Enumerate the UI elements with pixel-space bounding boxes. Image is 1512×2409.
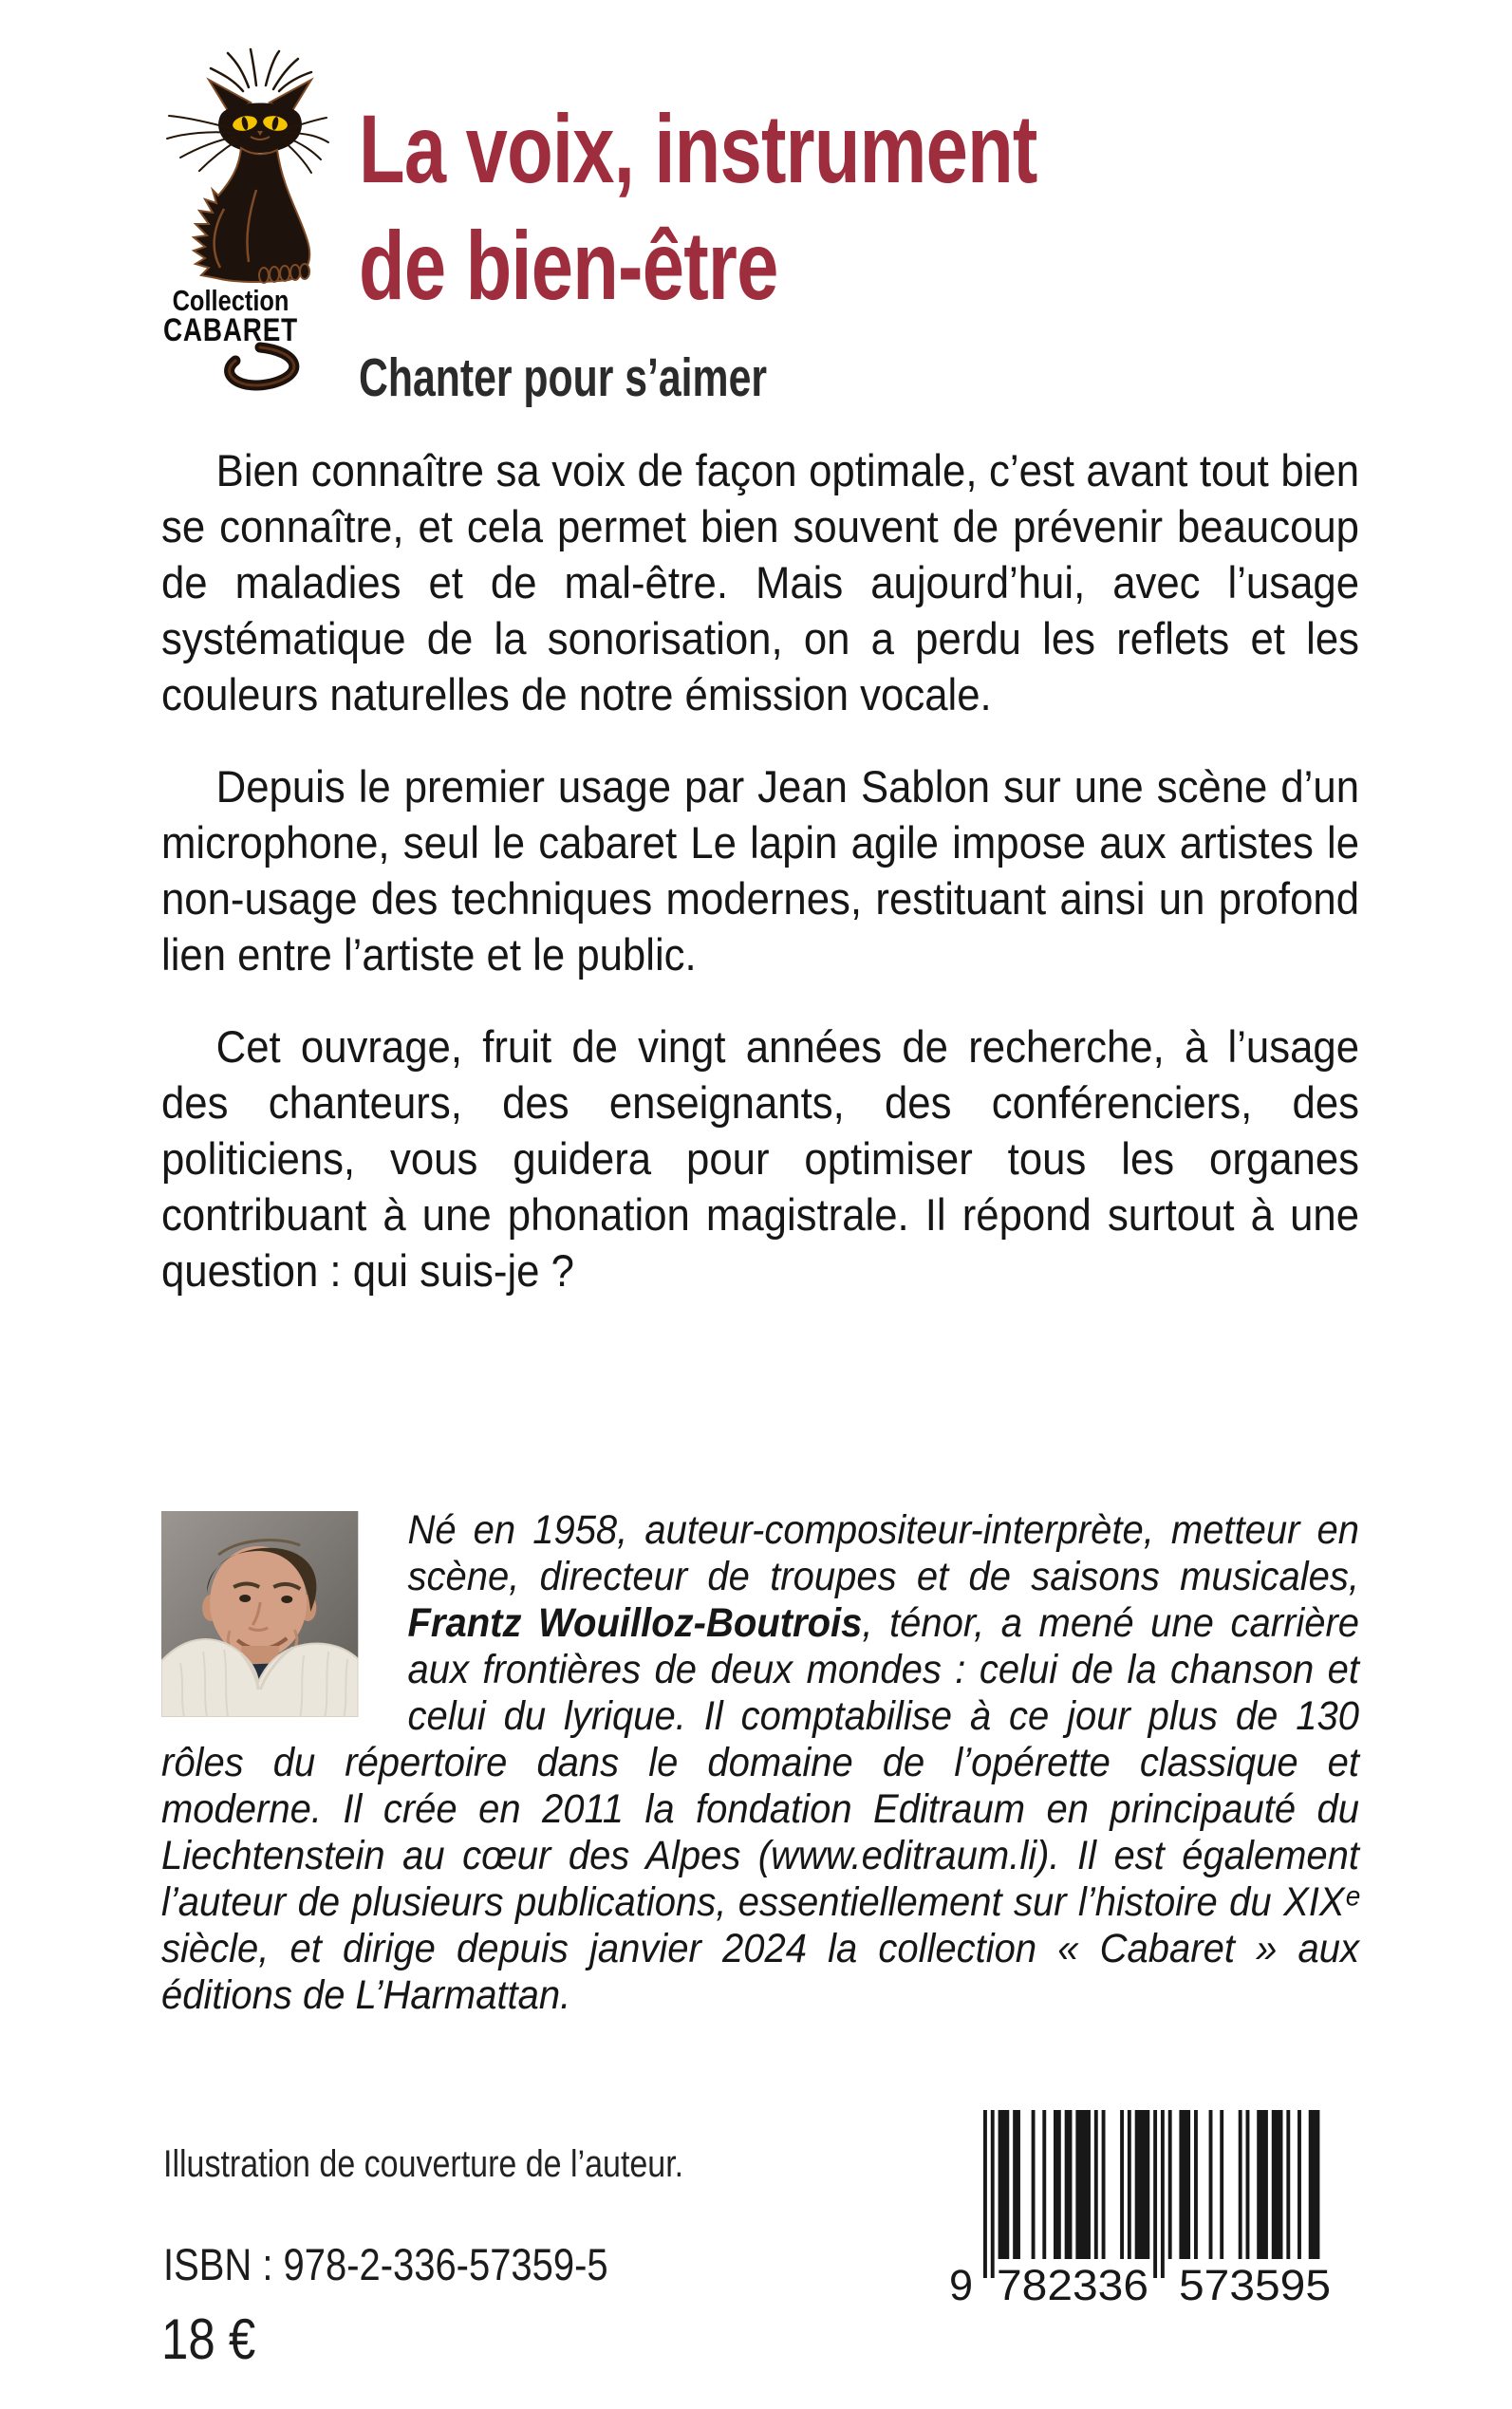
book-subtitle: Chanter pour s’aimer xyxy=(359,347,767,408)
author-photo xyxy=(161,1511,358,1717)
cover-illustration-credit: Illustration de couverture de l’auteur. xyxy=(163,2143,684,2185)
barcode-digit-first: 9 xyxy=(949,2261,974,2309)
cabaret-label: CABARET xyxy=(162,312,299,348)
black-cat-icon xyxy=(121,47,340,285)
collection-label: Collection xyxy=(172,284,289,317)
book-title xyxy=(359,91,1037,325)
author-bio-text-before: Né en 1958, auteur-compositeur-interprète, metteur en scène, directeur de troupes et de saisons musicales, xyxy=(407,1507,1360,1599)
price: 18 € xyxy=(161,2307,256,2371)
cat-tail-icon xyxy=(121,342,340,391)
isbn-number: ISBN : 978-2-336-57359-5 xyxy=(163,2239,608,2289)
barcode-digits-left: 782336 xyxy=(997,2261,1148,2309)
blurb-paragraph-3: Cet ouvrage, fruit de vingt années de recherche, à l’usage des chanteurs, des enseignants, des conférenciers, des politiciens, vous guidera pour optimiser tous les organes contribuant à une phonation magistrale. Il répond surtout à une question : qui suis-je ? xyxy=(161,1021,1360,1296)
author-bio xyxy=(161,1507,1359,2019)
blurb-paragraph-2: Depuis le premier usage par Jean Sablon sur une scène d’un microphone, seul le cabaret Le lapin agile impose aux artistes le non-usage des techniques modernes, restituant ainsi un profond lien entre l’artiste et le public. xyxy=(161,761,1360,980)
blurb xyxy=(161,442,1359,1335)
barcode-digits-right: 573595 xyxy=(1179,2261,1331,2309)
author-name: Frantz Wouilloz-Boutrois xyxy=(407,1600,863,1646)
blurb-paragraph-1: Bien connaître sa voix de façon optimale, c’est avant tout bien se connaître, et cela permet bien souvent de prévenir beaucoup de maladies et de mal-être. Mais aujourd’hui, avec l’usage systématique de la sonorisation, on a perdu les reflets et les couleurs naturelles de notre émission vocale. xyxy=(161,445,1360,719)
barcode-bars xyxy=(983,2110,1319,2278)
book-title-line1: La voix, instrument xyxy=(359,95,1037,203)
barcode xyxy=(947,2107,1338,2311)
author-bio-text-after: , ténor, a mené une carrière aux frontières de deux mondes : celui de la chanson et celui du lyrique. Il comptabilise à ce jour plus de 130 rôles du répertoire dans le domaine de l’opérette classique et moderne. Il crée en 2011 la fondation Editraum en principauté du Liechtenstein au cœur des Alpes (www.editraum.li). Il est également l’auteur de plusieurs publications, essentiellement sur l’histoire du XIXᵉ siècle, et dirige depuis janvier 2024 la collection « Cabaret » aux éditions de L’Harmattan. xyxy=(161,1600,1360,2018)
book-title-line2: de bien-être xyxy=(359,212,778,320)
collection-logo xyxy=(121,47,340,391)
